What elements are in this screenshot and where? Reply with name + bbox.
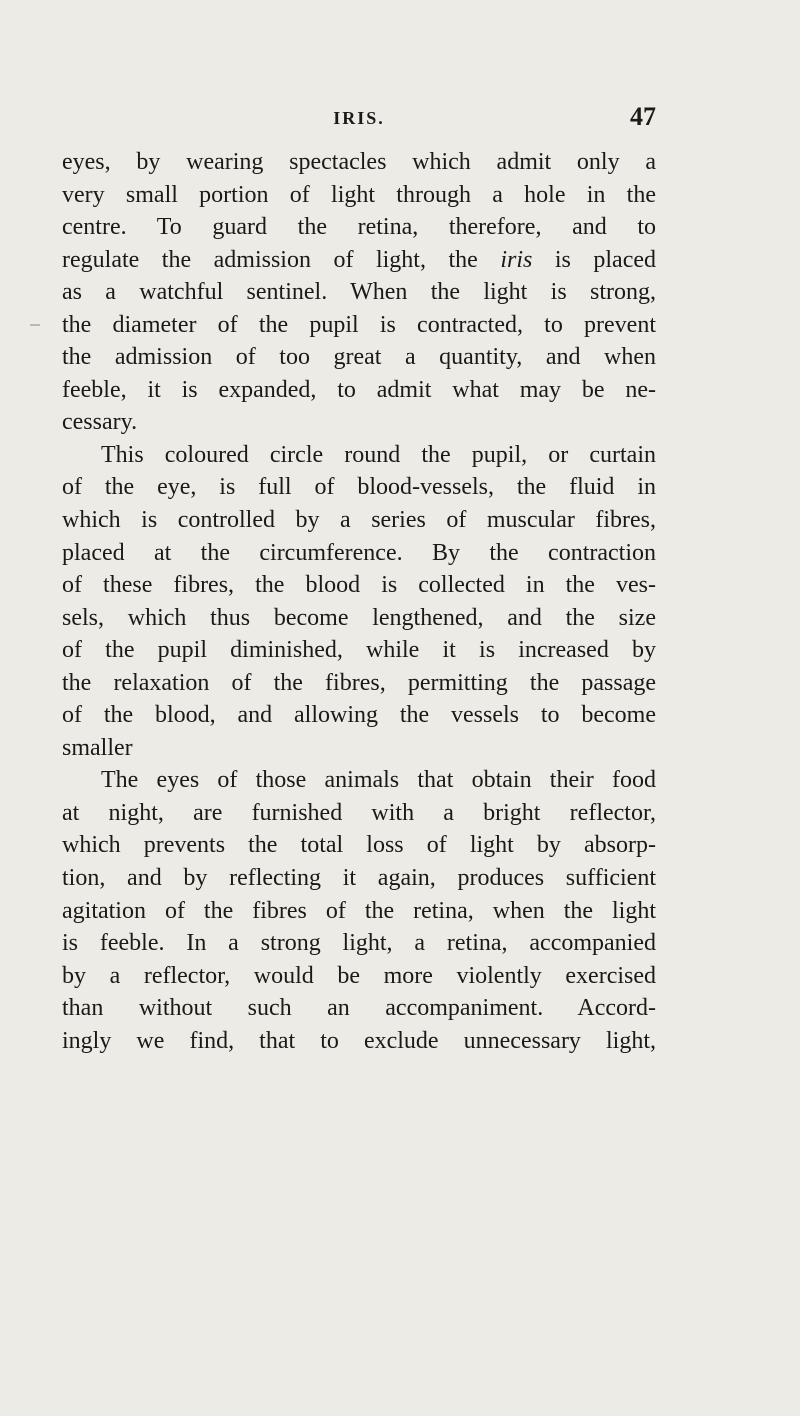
text-line: placed at the circumference. By the contraction (62, 539, 656, 566)
text-line: eyes, by wearing spectacles which admit only a (62, 149, 656, 175)
text-line: smaller (62, 734, 133, 761)
text-line: the diameter of the pupil is contracted, to prevent (62, 311, 656, 338)
margin-mark (30, 324, 40, 326)
text-line: This coloured circle round the pupil, or curtain (101, 441, 656, 468)
text-line: the relaxation of the fibres, permitting the passage (62, 669, 656, 696)
text-line: the admission of too great a quantity, and when (62, 344, 656, 371)
text-line: as a watchful sentinel. When the light is strong, (62, 279, 656, 306)
text-line: very small portion of light through a hole in the (62, 181, 656, 208)
text-line: sels, which thus become lengthened, and the size (62, 604, 656, 631)
text-line: centre. To guard the retina, therefore, and to (62, 214, 656, 241)
text-line: by a reflector, would be more violently exercised (62, 962, 656, 989)
text-segment: is placed (554, 246, 657, 273)
text-line: The eyes of those animals that obtain their food (101, 767, 656, 794)
text-line: of the pupil diminished, while it is increased by (62, 637, 656, 664)
text-line: than without such an accompaniment. Accord- (62, 995, 656, 1022)
text-line: which prevents the total loss of light by absorp- (62, 832, 656, 859)
text-line: of the blood, and allowing the vessels to become (62, 702, 656, 729)
text-line (62, 244, 656, 277)
running-head (62, 104, 656, 134)
italic-term-iris: iris (500, 246, 533, 273)
body-text (62, 146, 656, 1057)
text-line: tion, and by reflecting it again, produces sufficient (62, 865, 656, 892)
text-line: at night, are furnished with a bright reflector, (62, 799, 656, 826)
text-line: which is controlled by a series of muscular fibres, (62, 507, 656, 534)
text-segment: regulate the admission of light, the (62, 246, 478, 273)
text-line: of the eye, is full of blood-vessels, the fluid in (62, 474, 656, 501)
text-line: feeble, it is expanded, to admit what may be ne- (62, 376, 656, 403)
text-line: is feeble. In a strong light, a retina, accompanied (62, 930, 656, 957)
text-line: ingly we find, that to exclude unnecessary light, (62, 1027, 656, 1054)
text-line: cessary. (62, 409, 138, 436)
text-line: agitation of the fibres of the retina, when the light (62, 897, 656, 924)
running-head-title: IRIS. (333, 108, 385, 128)
page-number: 47 (630, 102, 656, 131)
text-line: of these fibres, the blood is collected in the ves- (62, 572, 656, 599)
